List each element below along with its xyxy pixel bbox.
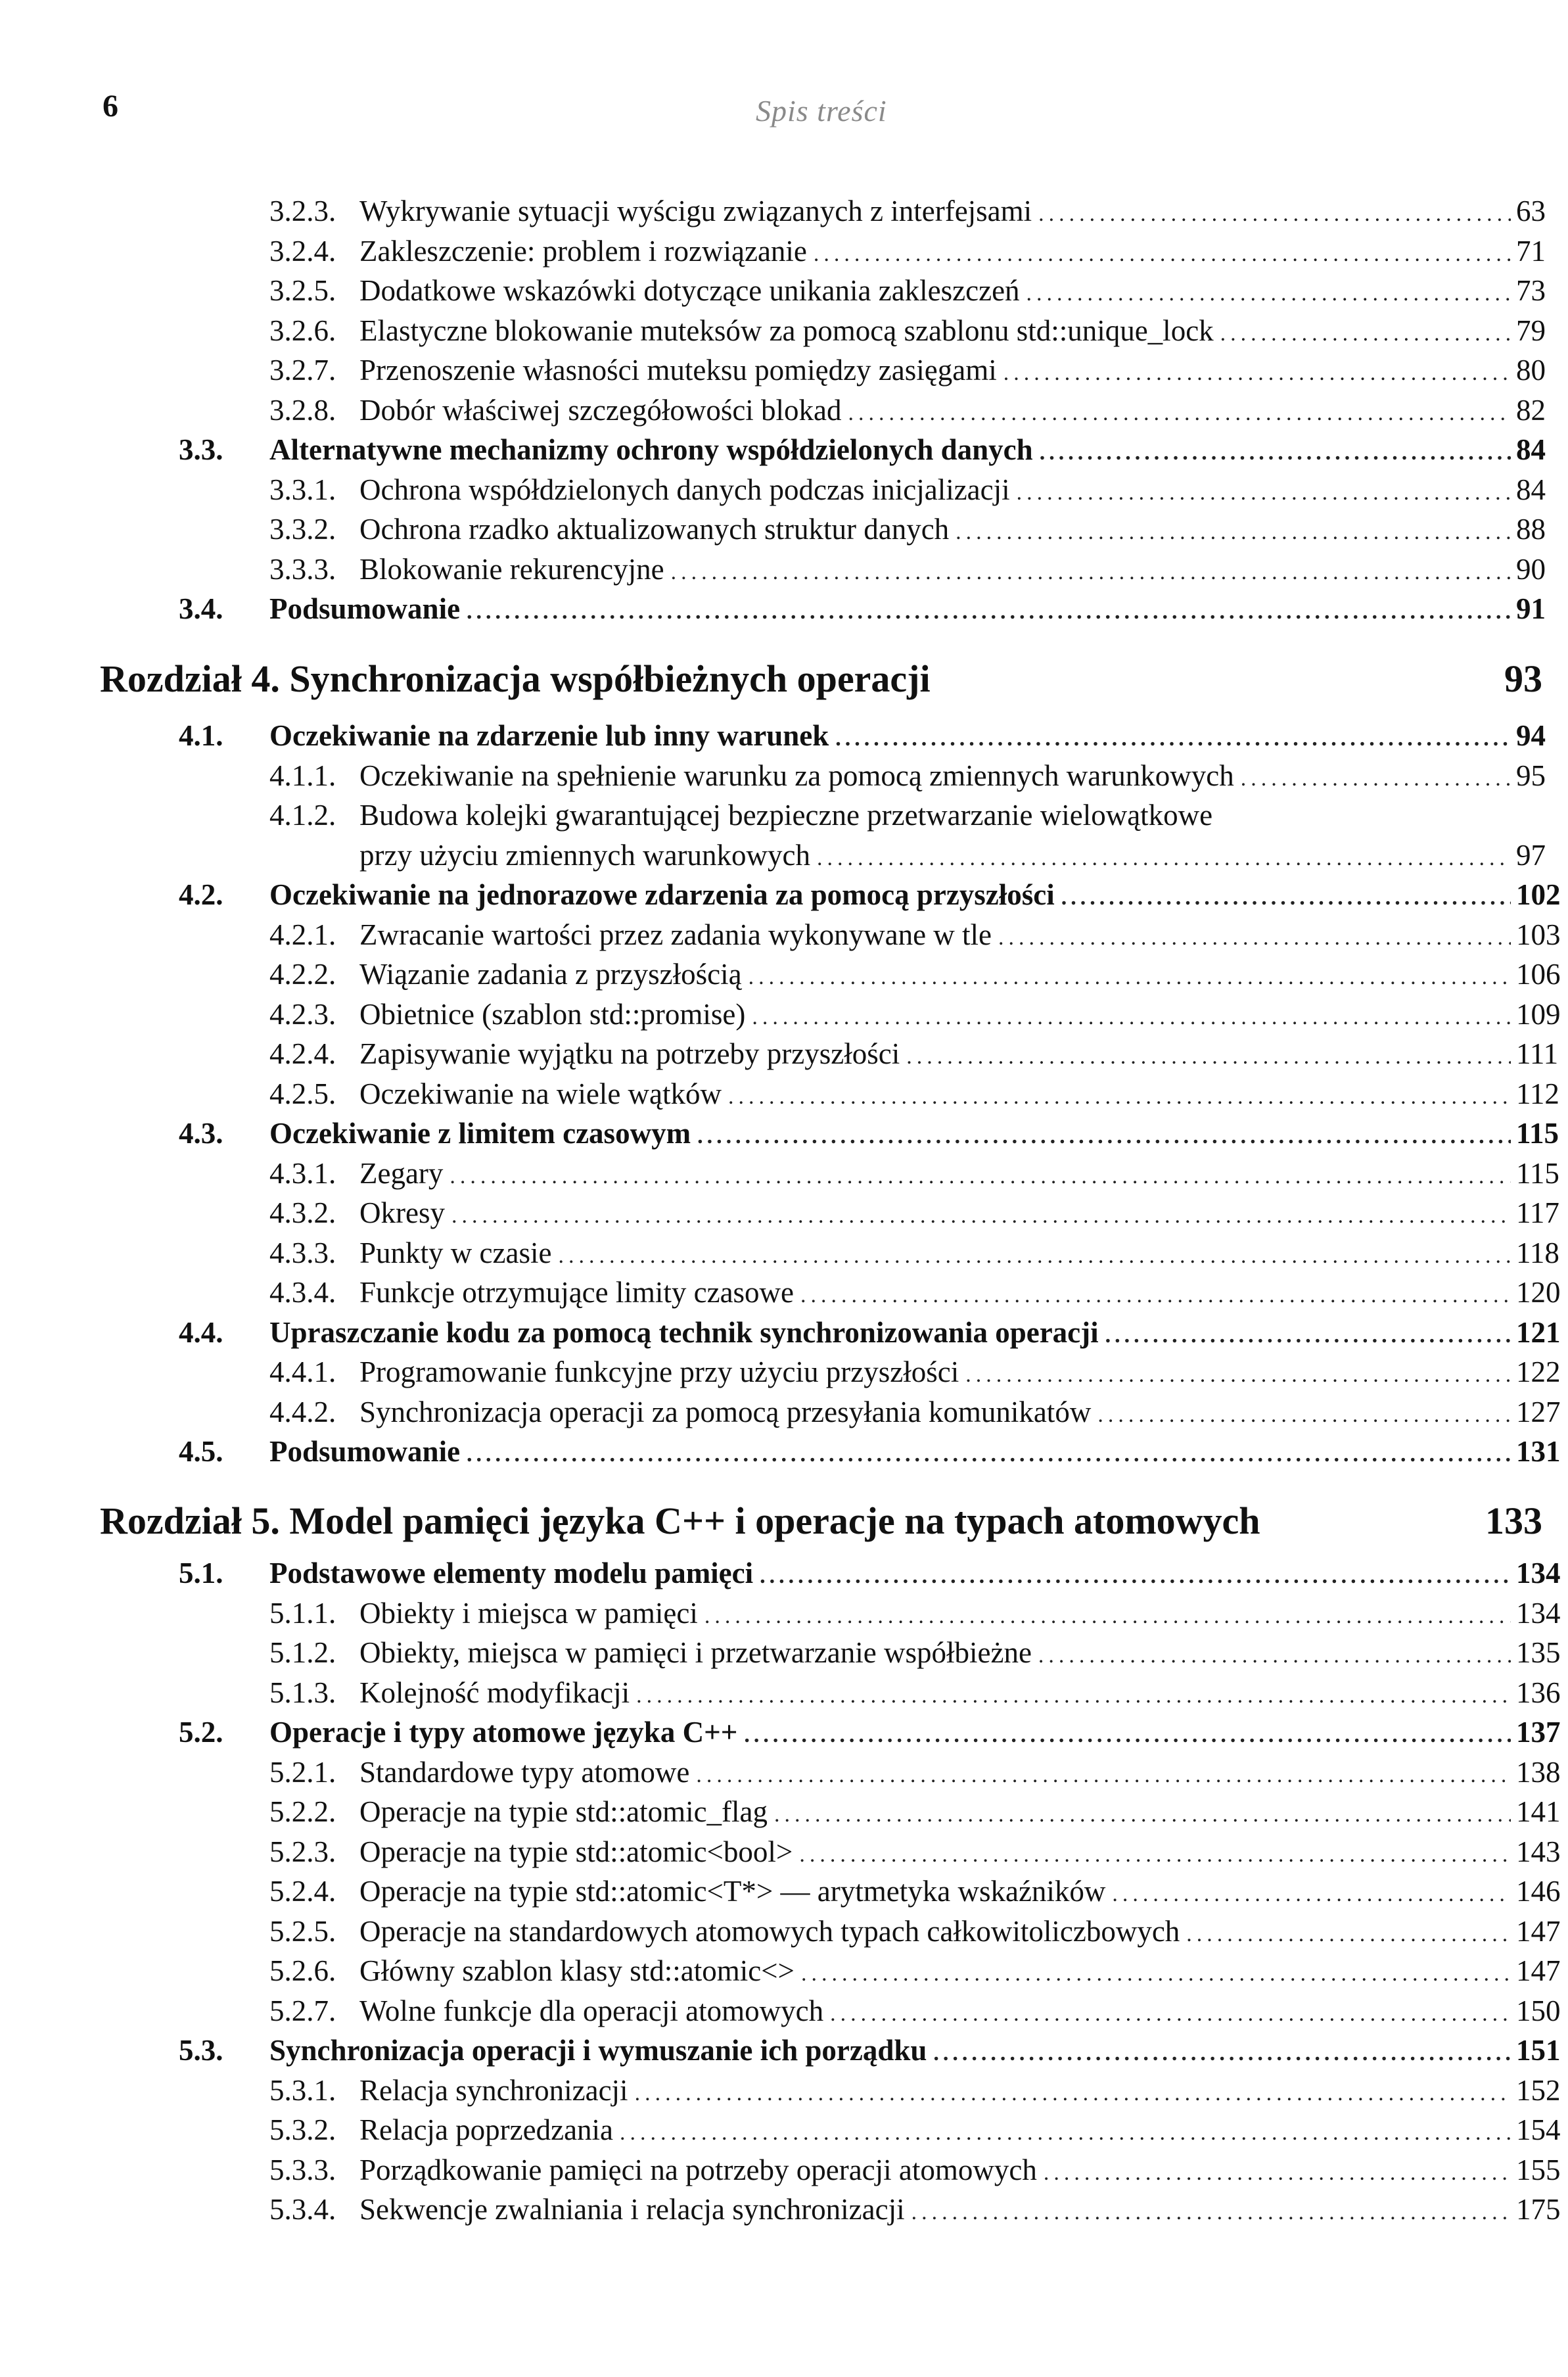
entry-page-number: 155 — [1516, 2153, 1561, 2186]
entry-page-number: 151 — [1516, 2034, 1561, 2067]
entry-line — [359, 1154, 1559, 1196]
toc-entry[interactable] — [0, 1593, 1568, 1633]
entry-line — [359, 550, 1546, 592]
entry-title: Programowanie funkcyjne przy użyciu przyszłości — [359, 1355, 959, 1388]
toc-entry[interactable] — [0, 1273, 1568, 1312]
entry-line — [359, 1193, 1559, 1236]
entry-line — [359, 271, 1546, 314]
entry-line — [359, 1871, 1561, 1914]
entry-page-number: 120 — [1516, 1276, 1561, 1309]
entry-title: Ochrona współdzielonych danych podczas inicjalizacji — [359, 473, 1010, 506]
dot-leader — [1241, 759, 1511, 799]
dot-leader — [817, 839, 1511, 878]
entry-title: Podstawowe elementy modelu pamięci — [269, 1557, 754, 1589]
entry-line — [359, 1792, 1561, 1835]
toc-entry[interactable] — [0, 271, 1568, 310]
entry-title: Oczekiwanie na spełnienie warunku za pomocą zmiennych warunkowych — [359, 759, 1234, 792]
entry-page-number: 94 — [1516, 719, 1546, 752]
entry-line — [359, 1074, 1559, 1117]
entry-title: Synchronizacja operacji i wymuszanie ich porządku — [269, 2034, 927, 2067]
entry-page-number: 147 — [1516, 1915, 1561, 1948]
entry-page-number: 97 — [1516, 839, 1546, 872]
entry-number: 5.1. — [179, 1557, 223, 1589]
entry-line — [269, 875, 1561, 918]
entry-line — [359, 1633, 1561, 1676]
dot-leader — [1105, 1316, 1511, 1355]
toc-entry[interactable] — [0, 716, 1568, 755]
entry-page-number: 134 — [1516, 1557, 1561, 1589]
entry-number: 3.2.6. — [269, 314, 336, 347]
toc-entry[interactable] — [0, 350, 1568, 390]
dot-leader — [956, 513, 1511, 552]
entry-page-number: 115 — [1516, 1117, 1559, 1150]
entry-line — [359, 915, 1561, 958]
toc-entry[interactable] — [0, 915, 1568, 954]
toc-entry[interactable] — [0, 1951, 1568, 1990]
entry-title: Operacje na typie std::atomic<bool> — [359, 1835, 793, 1868]
entry-page-number: 143 — [1516, 1835, 1561, 1868]
entry-title: Operacje na typie std::atomic_flag — [359, 1795, 768, 1828]
entry-number: 4.4. — [179, 1316, 223, 1349]
toc-entry[interactable] — [0, 1871, 1568, 1911]
entry-title: Zakleszczenie: problem i rozwiązanie — [359, 235, 807, 268]
entry-title: Elastyczne blokowanie muteksów za pomocą szablonu std::unique_lock — [359, 314, 1214, 347]
toc-entry[interactable] — [0, 875, 1568, 914]
toc-entry[interactable] — [0, 1233, 1568, 1273]
toc-entry[interactable] — [0, 470, 1568, 509]
entry-title: Relacja poprzedzania — [359, 2113, 614, 2146]
entry-line — [359, 231, 1546, 274]
entry-number: 4.3.4. — [269, 1276, 336, 1309]
dot-leader — [998, 918, 1511, 958]
entry-line — [359, 1673, 1561, 1716]
dot-leader — [814, 235, 1511, 274]
dot-leader — [1097, 1396, 1511, 1435]
entry-number: 5.1.1. — [269, 1597, 336, 1630]
entry-number: 5.2.3. — [269, 1835, 336, 1868]
toc-entry[interactable] — [0, 1991, 1568, 2031]
entry-page-number: 154 — [1516, 2113, 1561, 2146]
entry-page-number: 79 — [1516, 314, 1546, 347]
entry-line — [359, 509, 1546, 552]
dot-leader — [620, 2113, 1511, 2153]
entry-number: 4.1.2. — [269, 799, 336, 832]
entry-line — [269, 2031, 1561, 2073]
entry-page-number: 131 — [1516, 1435, 1561, 1468]
dot-leader — [704, 1597, 1511, 1636]
toc-entry[interactable] — [0, 995, 1568, 1034]
entry-line — [359, 835, 1546, 878]
dot-leader — [671, 553, 1511, 592]
toc-entry[interactable] — [0, 1352, 1568, 1392]
chapter-page-number: 93 — [1504, 657, 1542, 700]
entry-number: 5.3.2. — [269, 2113, 336, 2146]
dot-leader — [801, 1954, 1511, 1994]
entry-page-number: 82 — [1516, 394, 1546, 427]
entry-page-number: 73 — [1516, 274, 1546, 307]
entry-page-number: 122 — [1516, 1355, 1561, 1388]
entry-page-number: 90 — [1516, 553, 1546, 586]
dot-leader — [1040, 433, 1511, 473]
toc-entry[interactable] — [0, 509, 1568, 549]
entry-page-number: 127 — [1516, 1396, 1561, 1428]
dot-leader — [752, 998, 1511, 1037]
entry-number: 3.2.7. — [269, 354, 336, 387]
entry-page-number: 141 — [1516, 1795, 1561, 1828]
entry-line — [359, 995, 1561, 1037]
entry-line — [359, 1273, 1561, 1315]
entry-title: Standardowe typy atomowe — [359, 1756, 690, 1789]
entry-number: 5.2.4. — [269, 1875, 336, 1908]
entry-line — [359, 1392, 1561, 1435]
entry-page-number: 106 — [1516, 958, 1561, 991]
chapter-title: Rozdział 4. Synchronizacja współbieżnych operacji — [100, 657, 931, 700]
entry-line — [269, 1114, 1559, 1156]
entry-page-number: 121 — [1516, 1316, 1561, 1349]
entry-title: Punkty w czasie — [359, 1236, 552, 1269]
toc-entry[interactable] — [0, 2071, 1568, 2110]
entry-title: Operacje i typy atomowe języka C++ — [269, 1716, 738, 1749]
entry-page-number: 95 — [1516, 759, 1546, 792]
entry-title: Obiekty, miejsca w pamięci i przetwarzanie współbieżne — [359, 1636, 1032, 1669]
toc-entry[interactable] — [0, 1074, 1568, 1114]
entry-title: Sekwencje zwalniania i relacja synchronizacji — [359, 2193, 905, 2226]
dot-leader — [728, 1077, 1511, 1117]
dot-leader — [848, 394, 1511, 433]
toc-entry[interactable] — [0, 1432, 1568, 1471]
entry-number: 3.2.3. — [269, 195, 336, 227]
dot-leader — [450, 1157, 1511, 1196]
entry-number: 5.3.1. — [269, 2074, 336, 2107]
toc-entry[interactable] — [0, 954, 1568, 994]
entry-line — [359, 1034, 1559, 1077]
entry-number: 4.4.2. — [269, 1396, 336, 1428]
entry-number: 3.3.2. — [269, 513, 336, 546]
entry-line — [359, 350, 1546, 393]
entry-number: 5.1.3. — [269, 1676, 336, 1709]
entry-line — [269, 589, 1546, 632]
entry-page-number: 84 — [1516, 433, 1546, 466]
toc-entry[interactable] — [0, 1633, 1568, 1672]
chapter-title: Rozdział 5. Model pamięci języka C++ i operacje na typach atomowych — [100, 1499, 1260, 1542]
entry-page-number: 134 — [1516, 1597, 1561, 1630]
entry-number: 3.3. — [179, 433, 223, 466]
toc-entry[interactable] — [0, 1753, 1568, 1792]
entry-title: Dodatkowe wskazówki dotyczące unikania zakleszczeń — [359, 274, 1020, 307]
entry-number: 5.2.1. — [269, 1756, 336, 1789]
entry-number: 5.2.6. — [269, 1954, 336, 1987]
entry-number: 4.2.1. — [269, 918, 336, 951]
toc-entry[interactable] — [0, 1034, 1568, 1073]
toc-entry[interactable] — [0, 311, 1568, 350]
entry-line — [269, 1553, 1561, 1596]
toc-entry[interactable] — [0, 756, 1568, 795]
entry-number: 4.1.1. — [269, 759, 336, 792]
entry-page-number: 80 — [1516, 354, 1546, 387]
entry-number: 4.2.4. — [269, 1037, 336, 1070]
toc-entry[interactable] — [0, 1193, 1568, 1233]
toc-entry[interactable] — [0, 1154, 1568, 1193]
entry-title: Główny szablon klasy std::atomic<> — [359, 1954, 795, 1987]
entry-line — [359, 1352, 1561, 1395]
dot-leader — [911, 2193, 1511, 2232]
dot-leader — [835, 719, 1511, 759]
entry-title: Zegary — [359, 1157, 444, 1190]
dot-leader — [774, 1795, 1511, 1835]
entry-page-number: 117 — [1516, 1196, 1559, 1229]
entry-line — [359, 2190, 1561, 2232]
entry-title: Funkcje otrzymujące limity czasowe — [359, 1276, 795, 1309]
entry-line — [359, 1753, 1561, 1795]
page-number: 6 — [103, 89, 118, 124]
entry-number: 4.1. — [179, 719, 223, 752]
entry-title: Alternatywne mechanizmy ochrony współdzielonych danych — [269, 433, 1033, 466]
entry-title: Okresy — [359, 1196, 445, 1229]
entry-title: przy użyciu zmiennych warunkowych — [359, 839, 811, 872]
dot-leader — [1112, 1875, 1511, 1914]
entry-number: 4.5. — [179, 1435, 223, 1468]
entry-page-number: 109 — [1516, 998, 1561, 1031]
entry-page-number: 136 — [1516, 1676, 1561, 1709]
toc-entry[interactable] — [0, 2031, 1568, 2070]
dot-leader — [1017, 473, 1511, 513]
dot-leader — [697, 1117, 1511, 1156]
entry-number: 5.3.3. — [269, 2153, 336, 2186]
entry-title: Ochrona rzadko aktualizowanych struktur danych — [359, 513, 950, 546]
dot-leader — [696, 1756, 1511, 1795]
toc-entry[interactable] — [0, 1313, 1568, 1352]
dot-leader — [933, 2034, 1511, 2073]
entry-title: Blokowanie rekurencyjne — [359, 553, 664, 586]
dot-leader — [1038, 195, 1511, 234]
entry-number: 4.2.3. — [269, 998, 336, 1031]
dot-leader — [906, 1037, 1511, 1077]
entry-line — [359, 1233, 1559, 1276]
entry-line — [269, 1313, 1561, 1355]
entry-page-number: 138 — [1516, 1756, 1561, 1789]
entry-number: 5.1.2. — [269, 1636, 336, 1669]
entry-page-number: 147 — [1516, 1954, 1561, 1987]
toc-entry[interactable] — [0, 2190, 1568, 2229]
toc-entry[interactable] — [0, 795, 1568, 835]
entry-number: 4.3. — [179, 1117, 223, 1150]
dot-leader — [744, 1716, 1511, 1755]
chapter-page-number: 133 — [1485, 1499, 1542, 1542]
entry-number: 5.3.4. — [269, 2193, 336, 2226]
entry-line — [359, 1951, 1561, 1994]
entry-title: Oczekiwanie z limitem czasowym — [269, 1117, 691, 1150]
entry-title: Obietnice (szablon std::promise) — [359, 998, 746, 1031]
entry-number: 4.2.5. — [269, 1077, 336, 1110]
entry-number: 3.2.4. — [269, 235, 336, 268]
dot-leader — [830, 1994, 1511, 2034]
entry-page-number: 115 — [1516, 1157, 1559, 1190]
entry-page-number: 118 — [1516, 1236, 1559, 1269]
entry-title: Zwracanie wartości przez zadania wykonywane w tle — [359, 918, 992, 951]
entry-page-number: 103 — [1516, 918, 1561, 951]
toc-entry[interactable] — [0, 835, 1568, 875]
entry-line — [359, 470, 1546, 513]
entry-number: 5.2.5. — [269, 1915, 336, 1948]
entry-line — [269, 1712, 1561, 1755]
entry-title: Podsumowanie — [269, 1435, 461, 1468]
entry-number: 4.3.3. — [269, 1236, 336, 1269]
dot-leader — [1186, 1915, 1511, 1954]
entry-page-number: 84 — [1516, 473, 1546, 506]
dot-leader — [1026, 274, 1511, 314]
entry-number: 3.3.1. — [269, 473, 336, 506]
entry-line — [359, 1593, 1561, 1636]
entry-line — [359, 2071, 1561, 2113]
entry-line — [359, 2150, 1561, 2193]
dot-leader — [636, 1676, 1511, 1716]
toc-entry[interactable] — [0, 1792, 1568, 1831]
entry-page-number: 112 — [1516, 1077, 1559, 1110]
entry-number: 4.3.2. — [269, 1196, 336, 1229]
toc-entry[interactable] — [0, 430, 1568, 469]
entry-title: Zapisywanie wyjątku na potrzeby przyszłości — [359, 1037, 900, 1070]
entry-line — [359, 954, 1561, 997]
entry-page-number: 111 — [1516, 1037, 1559, 1070]
entry-title: Wykrywanie sytuacji wyścigu związanych z interfejsami — [359, 195, 1032, 227]
entry-line — [359, 311, 1546, 354]
entry-line — [269, 430, 1546, 473]
toc-entry[interactable] — [0, 1712, 1568, 1752]
entry-line — [359, 1991, 1561, 2034]
entry-page-number: 137 — [1516, 1716, 1561, 1749]
entry-number: 4.3.1. — [269, 1157, 336, 1190]
dot-leader — [760, 1557, 1511, 1596]
entry-page-number: 146 — [1516, 1875, 1561, 1908]
entry-title: Porządkowanie pamięci na potrzeby operacji atomowych — [359, 2153, 1037, 2186]
entry-page-number: 150 — [1516, 1994, 1561, 2027]
dot-leader — [1003, 354, 1511, 393]
entry-line — [269, 716, 1546, 759]
entry-line — [359, 756, 1546, 799]
entry-number: 3.2.8. — [269, 394, 336, 427]
entry-number: 5.3. — [179, 2034, 223, 2067]
entry-title: Oczekiwanie na wiele wątków — [359, 1077, 722, 1110]
entry-number: 4.2. — [179, 878, 223, 911]
entry-title: Podsumowanie — [269, 592, 461, 625]
chapter-heading[interactable] — [100, 1496, 1542, 1546]
toc-entry[interactable] — [0, 1392, 1568, 1432]
entry-line — [359, 191, 1546, 234]
entry-title: Oczekiwanie na zdarzenie lub inny warunek — [269, 719, 829, 752]
entry-page-number: 88 — [1516, 513, 1546, 546]
toc-entry[interactable] — [0, 191, 1568, 231]
entry-line — [359, 1912, 1561, 1954]
entry-page-number: 63 — [1516, 195, 1546, 227]
chapter-heading[interactable] — [100, 654, 1542, 704]
entry-title: Wolne funkcje dla operacji atomowych — [359, 1994, 824, 2027]
dot-leader — [1038, 1636, 1511, 1676]
dot-leader — [451, 1196, 1511, 1236]
entry-line — [359, 390, 1546, 433]
toc-entry[interactable] — [0, 390, 1568, 430]
entry-page-number: 71 — [1516, 235, 1546, 268]
toc-entry[interactable] — [0, 1673, 1568, 1712]
dot-leader — [965, 1355, 1511, 1395]
dot-leader — [800, 1276, 1511, 1315]
toc-entry[interactable] — [0, 2110, 1568, 2150]
dot-leader — [1220, 314, 1511, 354]
entry-title: Kolejność modyfikacji — [359, 1676, 630, 1709]
entry-number: 5.2.7. — [269, 1994, 336, 2027]
entry-number: 3.4. — [179, 592, 223, 625]
entry-page-number: 102 — [1516, 878, 1561, 911]
dot-leader — [1044, 2153, 1511, 2193]
entry-title: Operacje na standardowych atomowych typach całkowitoliczbowych — [359, 1915, 1180, 1948]
entry-number: 3.2.5. — [269, 274, 336, 307]
toc-entry[interactable] — [0, 231, 1568, 271]
entry-number: 4.4.1. — [269, 1355, 336, 1388]
running-head-title: Spis treści — [756, 94, 887, 128]
dot-leader — [467, 1435, 1511, 1474]
dot-leader — [467, 592, 1511, 632]
dot-leader — [1061, 878, 1511, 918]
entry-title: Przenoszenie własności muteksu pomiędzy zasięgami — [359, 354, 997, 387]
toc-entry[interactable] — [0, 1114, 1568, 1153]
entry-title: Upraszczanie kodu za pomocą technik synchronizowania operacji — [269, 1316, 1099, 1349]
toc-entry[interactable] — [0, 2150, 1568, 2190]
entry-number: 5.2.2. — [269, 1795, 336, 1828]
entry-number: 5.2. — [179, 1716, 223, 1749]
toc-entry[interactable] — [0, 1832, 1568, 1871]
toc-entry[interactable] — [0, 589, 1568, 628]
entry-number: 4.2.2. — [269, 958, 336, 991]
entry-title: Relacja synchronizacji — [359, 2074, 628, 2107]
toc-entry[interactable] — [0, 550, 1568, 589]
entry-title: Budowa kolejki gwarantującej bezpieczne przetwarzanie wielowątkowe — [359, 799, 1213, 832]
toc-entry[interactable] — [0, 1912, 1568, 1951]
entry-title: Synchronizacja operacji za pomocą przesyłania komunikatów — [359, 1396, 1092, 1428]
entry-page-number: 152 — [1516, 2074, 1561, 2107]
entry-title: Wiązanie zadania z przyszłością — [359, 958, 742, 991]
entry-number: 3.3.3. — [269, 553, 336, 586]
dot-leader — [749, 958, 1511, 997]
entry-title: Operacje na typie std::atomic<T*> — arytmetyka wskaźników — [359, 1875, 1106, 1908]
entry-line — [359, 1832, 1561, 1875]
entry-line — [359, 2110, 1561, 2153]
dot-leader — [799, 1835, 1511, 1875]
entry-title: Obiekty i miejsca w pamięci — [359, 1597, 698, 1630]
entry-line — [269, 1432, 1561, 1474]
dot-leader — [558, 1236, 1511, 1276]
toc-entry[interactable] — [0, 1553, 1568, 1593]
entry-page-number: 91 — [1516, 592, 1546, 625]
entry-title: Oczekiwanie na jednorazowe zdarzenia za pomocą przyszłości — [269, 878, 1055, 911]
entry-line — [359, 795, 1251, 835]
entry-page-number: 135 — [1516, 1636, 1561, 1669]
entry-page-number: 175 — [1516, 2193, 1561, 2226]
entry-title: Dobór właściwej szczegółowości blokad — [359, 394, 842, 427]
dot-leader — [635, 2074, 1511, 2113]
